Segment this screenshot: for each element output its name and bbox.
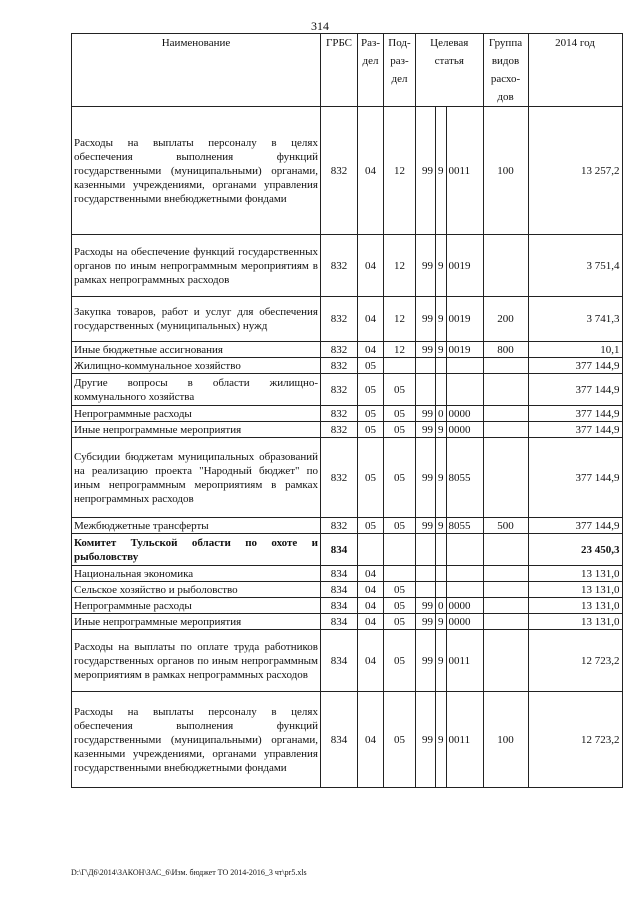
table-row bbox=[72, 438, 623, 518]
row-target-code: 0019 bbox=[446, 235, 483, 297]
row-target-subprogram bbox=[436, 566, 447, 582]
header-grbs: ГРБС bbox=[321, 34, 358, 107]
row-podrazdel bbox=[384, 566, 416, 582]
row-expense-group: 800 bbox=[483, 342, 528, 358]
row-target-subprogram: 9 bbox=[436, 630, 447, 692]
row-name: Жилищно-коммунальное хозяйство bbox=[72, 358, 321, 374]
row-target-code: 0011 bbox=[446, 630, 483, 692]
row-target-subprogram: 9 bbox=[436, 297, 447, 342]
row-razdel: 05 bbox=[358, 422, 384, 438]
row-amount: 377 144,9 bbox=[528, 518, 622, 534]
table-row bbox=[72, 582, 623, 598]
row-target-code: 8055 bbox=[446, 518, 483, 534]
row-target-code: 8055 bbox=[446, 438, 483, 518]
row-target-program bbox=[416, 566, 436, 582]
row-razdel: 04 bbox=[358, 692, 384, 788]
row-target-code bbox=[446, 534, 483, 566]
row-target-subprogram: 9 bbox=[436, 235, 447, 297]
row-grbs: 832 bbox=[321, 297, 358, 342]
row-target-subprogram: 9 bbox=[436, 614, 447, 630]
row-name: Расходы на выплаты персоналу в целях обеспечения выполнения функций государственными (муниципальными) органами, казенными учреждениями, органами управления государственными внебюджетными фондами bbox=[72, 107, 321, 235]
row-podrazdel bbox=[384, 358, 416, 374]
row-target-subprogram: 9 bbox=[436, 422, 447, 438]
row-amount: 377 144,9 bbox=[528, 358, 622, 374]
row-razdel: 05 bbox=[358, 374, 384, 406]
row-podrazdel: 12 bbox=[384, 235, 416, 297]
row-razdel: 04 bbox=[358, 342, 384, 358]
row-target-code: 0011 bbox=[446, 692, 483, 788]
row-target-subprogram: 9 bbox=[436, 438, 447, 518]
row-grbs: 832 bbox=[321, 235, 358, 297]
row-target-program: 99 bbox=[416, 406, 436, 422]
header-name: Наименование bbox=[72, 34, 321, 107]
header-target: Целевая статья bbox=[416, 34, 484, 107]
row-razdel: 05 bbox=[358, 438, 384, 518]
header-year: 2014 год bbox=[528, 34, 622, 107]
row-podrazdel: 12 bbox=[384, 107, 416, 235]
row-target-code bbox=[446, 582, 483, 598]
row-amount: 10,1 bbox=[528, 342, 622, 358]
row-name: Расходы на выплаты по оплате труда работников государственных органов по иным непрограммным мероприятиям в рамках непрограммных расходов bbox=[72, 630, 321, 692]
row-target-program: 99 bbox=[416, 518, 436, 534]
row-target-code: 0000 bbox=[446, 614, 483, 630]
row-podrazdel: 12 bbox=[384, 342, 416, 358]
row-target-code: 0019 bbox=[446, 342, 483, 358]
row-amount: 13 131,0 bbox=[528, 598, 622, 614]
row-podrazdel: 05 bbox=[384, 582, 416, 598]
row-name: Иные непрограммные мероприятия bbox=[72, 422, 321, 438]
header-podrazdel: Под-раз-дел bbox=[384, 34, 416, 107]
row-name: Непрограммные расходы bbox=[72, 406, 321, 422]
row-grbs: 834 bbox=[321, 566, 358, 582]
header-group: Группа видов расхо-дов bbox=[483, 34, 528, 107]
row-podrazdel: 05 bbox=[384, 518, 416, 534]
row-podrazdel: 05 bbox=[384, 692, 416, 788]
row-razdel: 05 bbox=[358, 358, 384, 374]
row-target-subprogram bbox=[436, 358, 447, 374]
row-expense-group bbox=[483, 566, 528, 582]
table-row bbox=[72, 358, 623, 374]
row-target-code: 0000 bbox=[446, 406, 483, 422]
row-amount: 13 131,0 bbox=[528, 614, 622, 630]
row-target-code: 0000 bbox=[446, 598, 483, 614]
row-expense-group bbox=[483, 422, 528, 438]
row-grbs: 832 bbox=[321, 374, 358, 406]
row-amount: 13 257,2 bbox=[528, 107, 622, 235]
row-target-code: 0019 bbox=[446, 297, 483, 342]
row-target-program bbox=[416, 374, 436, 406]
table-row bbox=[72, 422, 623, 438]
page-number: 314 bbox=[311, 19, 329, 33]
row-target-code: 0000 bbox=[446, 422, 483, 438]
row-name: Непрограммные расходы bbox=[72, 598, 321, 614]
row-expense-group: 200 bbox=[483, 297, 528, 342]
row-grbs: 834 bbox=[321, 614, 358, 630]
row-expense-group bbox=[483, 614, 528, 630]
row-target-program bbox=[416, 358, 436, 374]
row-podrazdel bbox=[384, 534, 416, 566]
row-razdel: 04 bbox=[358, 566, 384, 582]
row-expense-group bbox=[483, 534, 528, 566]
row-expense-group: 100 bbox=[483, 692, 528, 788]
row-name: Расходы на выплаты персоналу в целях обеспечения выполнения функций государственными (муниципальными) органами, казенными учреждениями, органами управления государственными внебюджетными фондами bbox=[72, 692, 321, 788]
row-name: Комитет Тульской области по охоте и рыболовству bbox=[72, 534, 321, 566]
table-row bbox=[72, 406, 623, 422]
table-row bbox=[72, 598, 623, 614]
row-podrazdel: 05 bbox=[384, 374, 416, 406]
row-target-code bbox=[446, 566, 483, 582]
row-amount: 377 144,9 bbox=[528, 438, 622, 518]
row-razdel bbox=[358, 534, 384, 566]
row-razdel: 04 bbox=[358, 582, 384, 598]
budget-table bbox=[71, 33, 623, 788]
row-target-program: 99 bbox=[416, 107, 436, 235]
row-razdel: 04 bbox=[358, 235, 384, 297]
row-grbs: 832 bbox=[321, 342, 358, 358]
row-grbs: 834 bbox=[321, 692, 358, 788]
row-razdel: 04 bbox=[358, 598, 384, 614]
row-grbs: 834 bbox=[321, 534, 358, 566]
table-row bbox=[72, 342, 623, 358]
row-expense-group bbox=[483, 235, 528, 297]
row-amount: 13 131,0 bbox=[528, 582, 622, 598]
row-razdel: 04 bbox=[358, 297, 384, 342]
table-row bbox=[72, 374, 623, 406]
row-grbs: 834 bbox=[321, 582, 358, 598]
table-row bbox=[72, 534, 623, 566]
row-razdel: 04 bbox=[358, 107, 384, 235]
row-name: Иные непрограммные мероприятия bbox=[72, 614, 321, 630]
row-razdel: 04 bbox=[358, 614, 384, 630]
row-grbs: 832 bbox=[321, 358, 358, 374]
row-target-subprogram: 0 bbox=[436, 598, 447, 614]
row-podrazdel: 05 bbox=[384, 614, 416, 630]
table-row bbox=[72, 692, 623, 788]
row-name: Межбюджетные трансферты bbox=[72, 518, 321, 534]
row-podrazdel: 05 bbox=[384, 422, 416, 438]
row-amount: 13 131,0 bbox=[528, 566, 622, 582]
row-expense-group bbox=[483, 374, 528, 406]
row-amount: 23 450,3 bbox=[528, 534, 622, 566]
table-row bbox=[72, 297, 623, 342]
row-podrazdel: 05 bbox=[384, 438, 416, 518]
table-body bbox=[72, 107, 623, 788]
row-name: Сельское хозяйство и рыболовство bbox=[72, 582, 321, 598]
row-expense-group bbox=[483, 598, 528, 614]
row-name: Расходы на обеспечение функций государственных органов по иным непрограммным мероприятиям в рамках непрограммных расходов bbox=[72, 235, 321, 297]
row-podrazdel: 05 bbox=[384, 630, 416, 692]
row-target-program: 99 bbox=[416, 598, 436, 614]
table-row bbox=[72, 614, 623, 630]
row-name: Национальная экономика bbox=[72, 566, 321, 582]
row-grbs: 834 bbox=[321, 598, 358, 614]
row-target-program: 99 bbox=[416, 422, 436, 438]
row-target-code bbox=[446, 358, 483, 374]
row-name: Закупка товаров, работ и услуг для обеспечения государственных (муниципальных) нужд bbox=[72, 297, 321, 342]
row-target-program: 99 bbox=[416, 614, 436, 630]
row-target-code bbox=[446, 374, 483, 406]
row-amount: 3 751,4 bbox=[528, 235, 622, 297]
row-podrazdel: 12 bbox=[384, 297, 416, 342]
row-podrazdel: 05 bbox=[384, 406, 416, 422]
row-expense-group: 500 bbox=[483, 518, 528, 534]
table-row bbox=[72, 566, 623, 582]
row-grbs: 832 bbox=[321, 422, 358, 438]
row-expense-group bbox=[483, 630, 528, 692]
row-amount: 3 741,3 bbox=[528, 297, 622, 342]
row-grbs: 832 bbox=[321, 518, 358, 534]
row-target-program bbox=[416, 582, 436, 598]
row-target-program: 99 bbox=[416, 438, 436, 518]
row-grbs: 832 bbox=[321, 438, 358, 518]
row-target-program: 99 bbox=[416, 630, 436, 692]
table-row bbox=[72, 630, 623, 692]
row-name: Субсидии бюджетам муниципальных образований на реализацию проекта "Народный бюджет" по иным непрограммным мероприятиям в рамках непрограммных расходов bbox=[72, 438, 321, 518]
row-grbs: 834 bbox=[321, 630, 358, 692]
table-row bbox=[72, 235, 623, 297]
row-target-subprogram bbox=[436, 534, 447, 566]
row-amount: 377 144,9 bbox=[528, 406, 622, 422]
row-expense-group bbox=[483, 406, 528, 422]
row-razdel: 05 bbox=[358, 518, 384, 534]
row-expense-group: 100 bbox=[483, 107, 528, 235]
row-name: Другие вопросы в области жилищно-коммунального хозяйства bbox=[72, 374, 321, 406]
row-razdel: 05 bbox=[358, 406, 384, 422]
file-path-footer: D:\Г\Д6\2014\ЗАКОН\ЗАС_6\Изм. бюджет ТО 2014-2016_3 чт\pr5.xls bbox=[71, 868, 307, 877]
row-expense-group bbox=[483, 358, 528, 374]
row-razdel: 04 bbox=[358, 630, 384, 692]
row-target-subprogram: 0 bbox=[436, 406, 447, 422]
row-grbs: 832 bbox=[321, 107, 358, 235]
row-target-code: 0011 bbox=[446, 107, 483, 235]
row-name: Иные бюджетные ассигнования bbox=[72, 342, 321, 358]
row-target-program: 99 bbox=[416, 235, 436, 297]
row-target-subprogram: 9 bbox=[436, 107, 447, 235]
table-row bbox=[72, 518, 623, 534]
row-expense-group bbox=[483, 582, 528, 598]
row-target-program bbox=[416, 534, 436, 566]
row-target-subprogram: 9 bbox=[436, 342, 447, 358]
row-target-subprogram: 9 bbox=[436, 518, 447, 534]
row-amount: 12 723,2 bbox=[528, 630, 622, 692]
row-amount: 12 723,2 bbox=[528, 692, 622, 788]
table-row bbox=[72, 107, 623, 235]
row-grbs: 832 bbox=[321, 406, 358, 422]
header-razdel: Раз-дел bbox=[358, 34, 384, 107]
row-target-program: 99 bbox=[416, 342, 436, 358]
row-target-program: 99 bbox=[416, 297, 436, 342]
row-target-subprogram bbox=[436, 582, 447, 598]
row-podrazdel: 05 bbox=[384, 598, 416, 614]
row-expense-group bbox=[483, 438, 528, 518]
row-target-program: 99 bbox=[416, 692, 436, 788]
row-target-subprogram bbox=[436, 374, 447, 406]
row-amount: 377 144,9 bbox=[528, 422, 622, 438]
row-target-subprogram: 9 bbox=[436, 692, 447, 788]
row-amount: 377 144,9 bbox=[528, 374, 622, 406]
